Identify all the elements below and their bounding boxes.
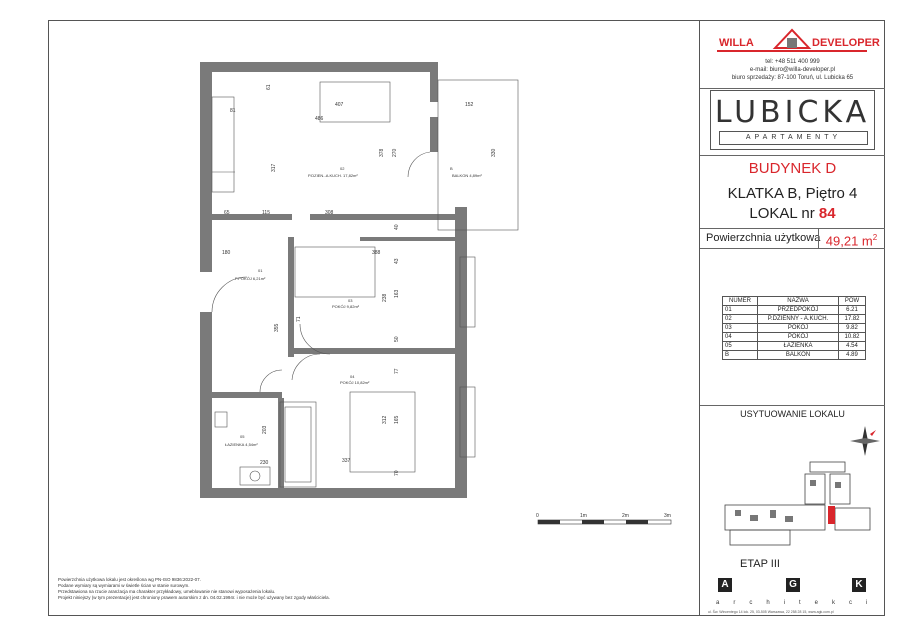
plan-lines [212,80,518,487]
cell-area: 4.89 [839,351,866,360]
dim-label: 317 [271,163,277,172]
cell-area: 6.21 [839,306,866,315]
table-row [723,351,866,360]
project-subtitle: APARTAMENTY [719,131,868,145]
notes [58,577,330,601]
dim-label: 71 [296,316,302,322]
cell-area: 9.82 [839,324,866,333]
dim-label: 40 [394,224,400,230]
unit-location-marker [828,506,835,524]
cell-number: 05 [723,342,758,351]
dim-label: 65 [224,210,230,216]
header-number: NUMER [723,297,758,306]
dim-label: 180 [222,250,231,256]
dim-label: 330 [491,148,497,157]
dim-label: 163 [394,289,400,298]
dim-label: 337 [342,458,351,464]
dim-label: 115 [262,210,270,216]
dim-label: 70 [394,470,400,476]
dim-label: 152 [465,102,474,108]
table-row [723,306,866,315]
panel-divider [700,88,885,89]
dim-label: 50 [394,336,400,342]
contact-office: biuro sprzedaży: 87-100 Toruń, ul. Lubicka 65 [731,75,854,81]
scale-label: 2m [622,513,629,519]
table-header-row [723,297,866,306]
dim-label: 77 [394,368,400,374]
panel-divider [700,248,885,249]
dim-label: 203 [262,425,268,434]
cell-number: 04 [723,333,758,342]
note-line: Podane wymiary są wymiarami w świetle ścian w stanie surowym. [58,583,190,588]
dim-label: 308 [325,210,334,216]
dim-label: 486 [315,116,324,122]
dim-label: 165 [394,415,400,424]
scale-label: 0 [536,513,539,519]
panel-divider [700,405,885,406]
room-name: P.DZIEN.-A.KUCH. 17,82m² [308,173,358,178]
dim-label: 378 [379,148,385,157]
stage-label: ETAP III [740,558,780,570]
cell-name: ŁAZIENKA [758,342,839,351]
house-logo-icon [717,26,880,56]
room-name: BALKON 4,89m² [452,173,482,178]
cell-name: PRZEDPOKÓJ [758,306,839,315]
dim-label: 81 [230,108,236,114]
cell-number: 01 [723,306,758,315]
dim-label: 230 [260,460,269,466]
architect-address: ul. Św. Wincentego 14 lok. 25, 03-505 Warszawa, 22 258 28 15, www.agk.com.pl [708,610,834,614]
cell-area: 17.82 [839,315,866,324]
cell-number: 02 [723,315,758,324]
cell-name: POKÓJ [758,324,839,333]
dim-label: 43 [394,258,400,264]
room-name: ŁAZIENKA 4,54m² [225,442,258,447]
table-row [723,324,866,333]
dim-label: 312 [382,415,388,424]
logo-word-left: WILLA [719,37,754,49]
room-number: 05 [240,434,245,439]
room-number: 04 [350,374,355,379]
room-name: POKÓJ 10,82m² [340,380,370,385]
cell-name: P.DZIENNY - A.KUCH. [758,315,839,324]
scale-label: 3m [664,513,671,519]
room-number: 03 [348,298,353,303]
rooms-table [722,296,866,360]
scale-label: 1m [580,513,587,519]
unit-label [700,205,885,222]
site-plan-map [725,460,875,555]
room-name: POKÓJ 9,82m² [332,304,360,309]
situation-title: USYTUOWANIE LOKALU [740,409,845,419]
floor-plan-drawing [200,62,530,502]
dim-label: 355 [274,323,280,332]
table-row [723,342,866,351]
compass-icon [848,424,882,458]
dim-label: 61 [266,84,272,90]
cell-number: 03 [723,324,758,333]
architect-letter: A [718,578,732,592]
building-label: BUDYNEK D [748,160,837,177]
architect-letter: G [786,578,800,592]
note-line: Przedstawiona na rzucie aranżacja ma charakter przykładowy, umeblowanie nie stanowi wyposażenia lokalu. [58,589,276,594]
sheet-divider [699,20,700,616]
cell-area: 10.82 [839,333,866,342]
room-number: B [450,166,453,171]
area-unit-sup: 2 [872,233,878,242]
architect-word: architekci [716,600,882,606]
developer-logo [717,26,880,56]
cell-number: B [723,351,758,360]
dim-label: 270 [392,148,398,157]
table-row [723,315,866,324]
scale-bar [536,512,676,532]
architect-letter: K [852,578,866,592]
contact-phone: tel: +48 511 400 999 [765,59,820,65]
dim-label: 407 [335,102,344,108]
stair-floor-label: KLATKA B, Piętro 4 [727,185,858,202]
room-number: 01 [258,268,263,273]
note-line: Projekt niniejszy (w tym prezentacje) jest chroniony prawem autorskim z dn. 04.02.1994r. i nie może być używany bez zgody właściciela. [58,595,330,600]
plan-room-labels [225,166,482,447]
header-area: POW [839,297,866,306]
area-number: 49,21 m [825,233,873,249]
area-value [818,228,884,248]
cell-area: 4.54 [839,342,866,351]
floor-plan [200,62,530,502]
table-row [723,333,866,342]
room-number: 02 [340,166,345,171]
header-name: NAZWA [758,297,839,306]
cell-name: BALKON [758,351,839,360]
project-name: LUBICKA [714,95,871,130]
project-logo [710,90,875,150]
note-line: Powierzchnia użytkowa lokalu jest określona wg PN-ISO 9836:2022-07. [58,577,201,582]
area-label: Powierzchnia użytkowa [706,232,821,244]
contact-email: e-mail: biuro@willa-developer.pl [749,67,836,73]
developer-contact [700,58,885,82]
cell-name: POKÓJ [758,333,839,342]
dim-label: 238 [382,293,388,302]
dim-label: 388 [372,250,381,256]
panel-divider [700,155,885,156]
logo-word-right: DEVELOPER [812,37,880,49]
unit-label-text: LOKAL nr [749,205,815,222]
unit-number: 84 [818,205,836,222]
room-name: P.POKÓJ 6,21m² [235,276,266,281]
